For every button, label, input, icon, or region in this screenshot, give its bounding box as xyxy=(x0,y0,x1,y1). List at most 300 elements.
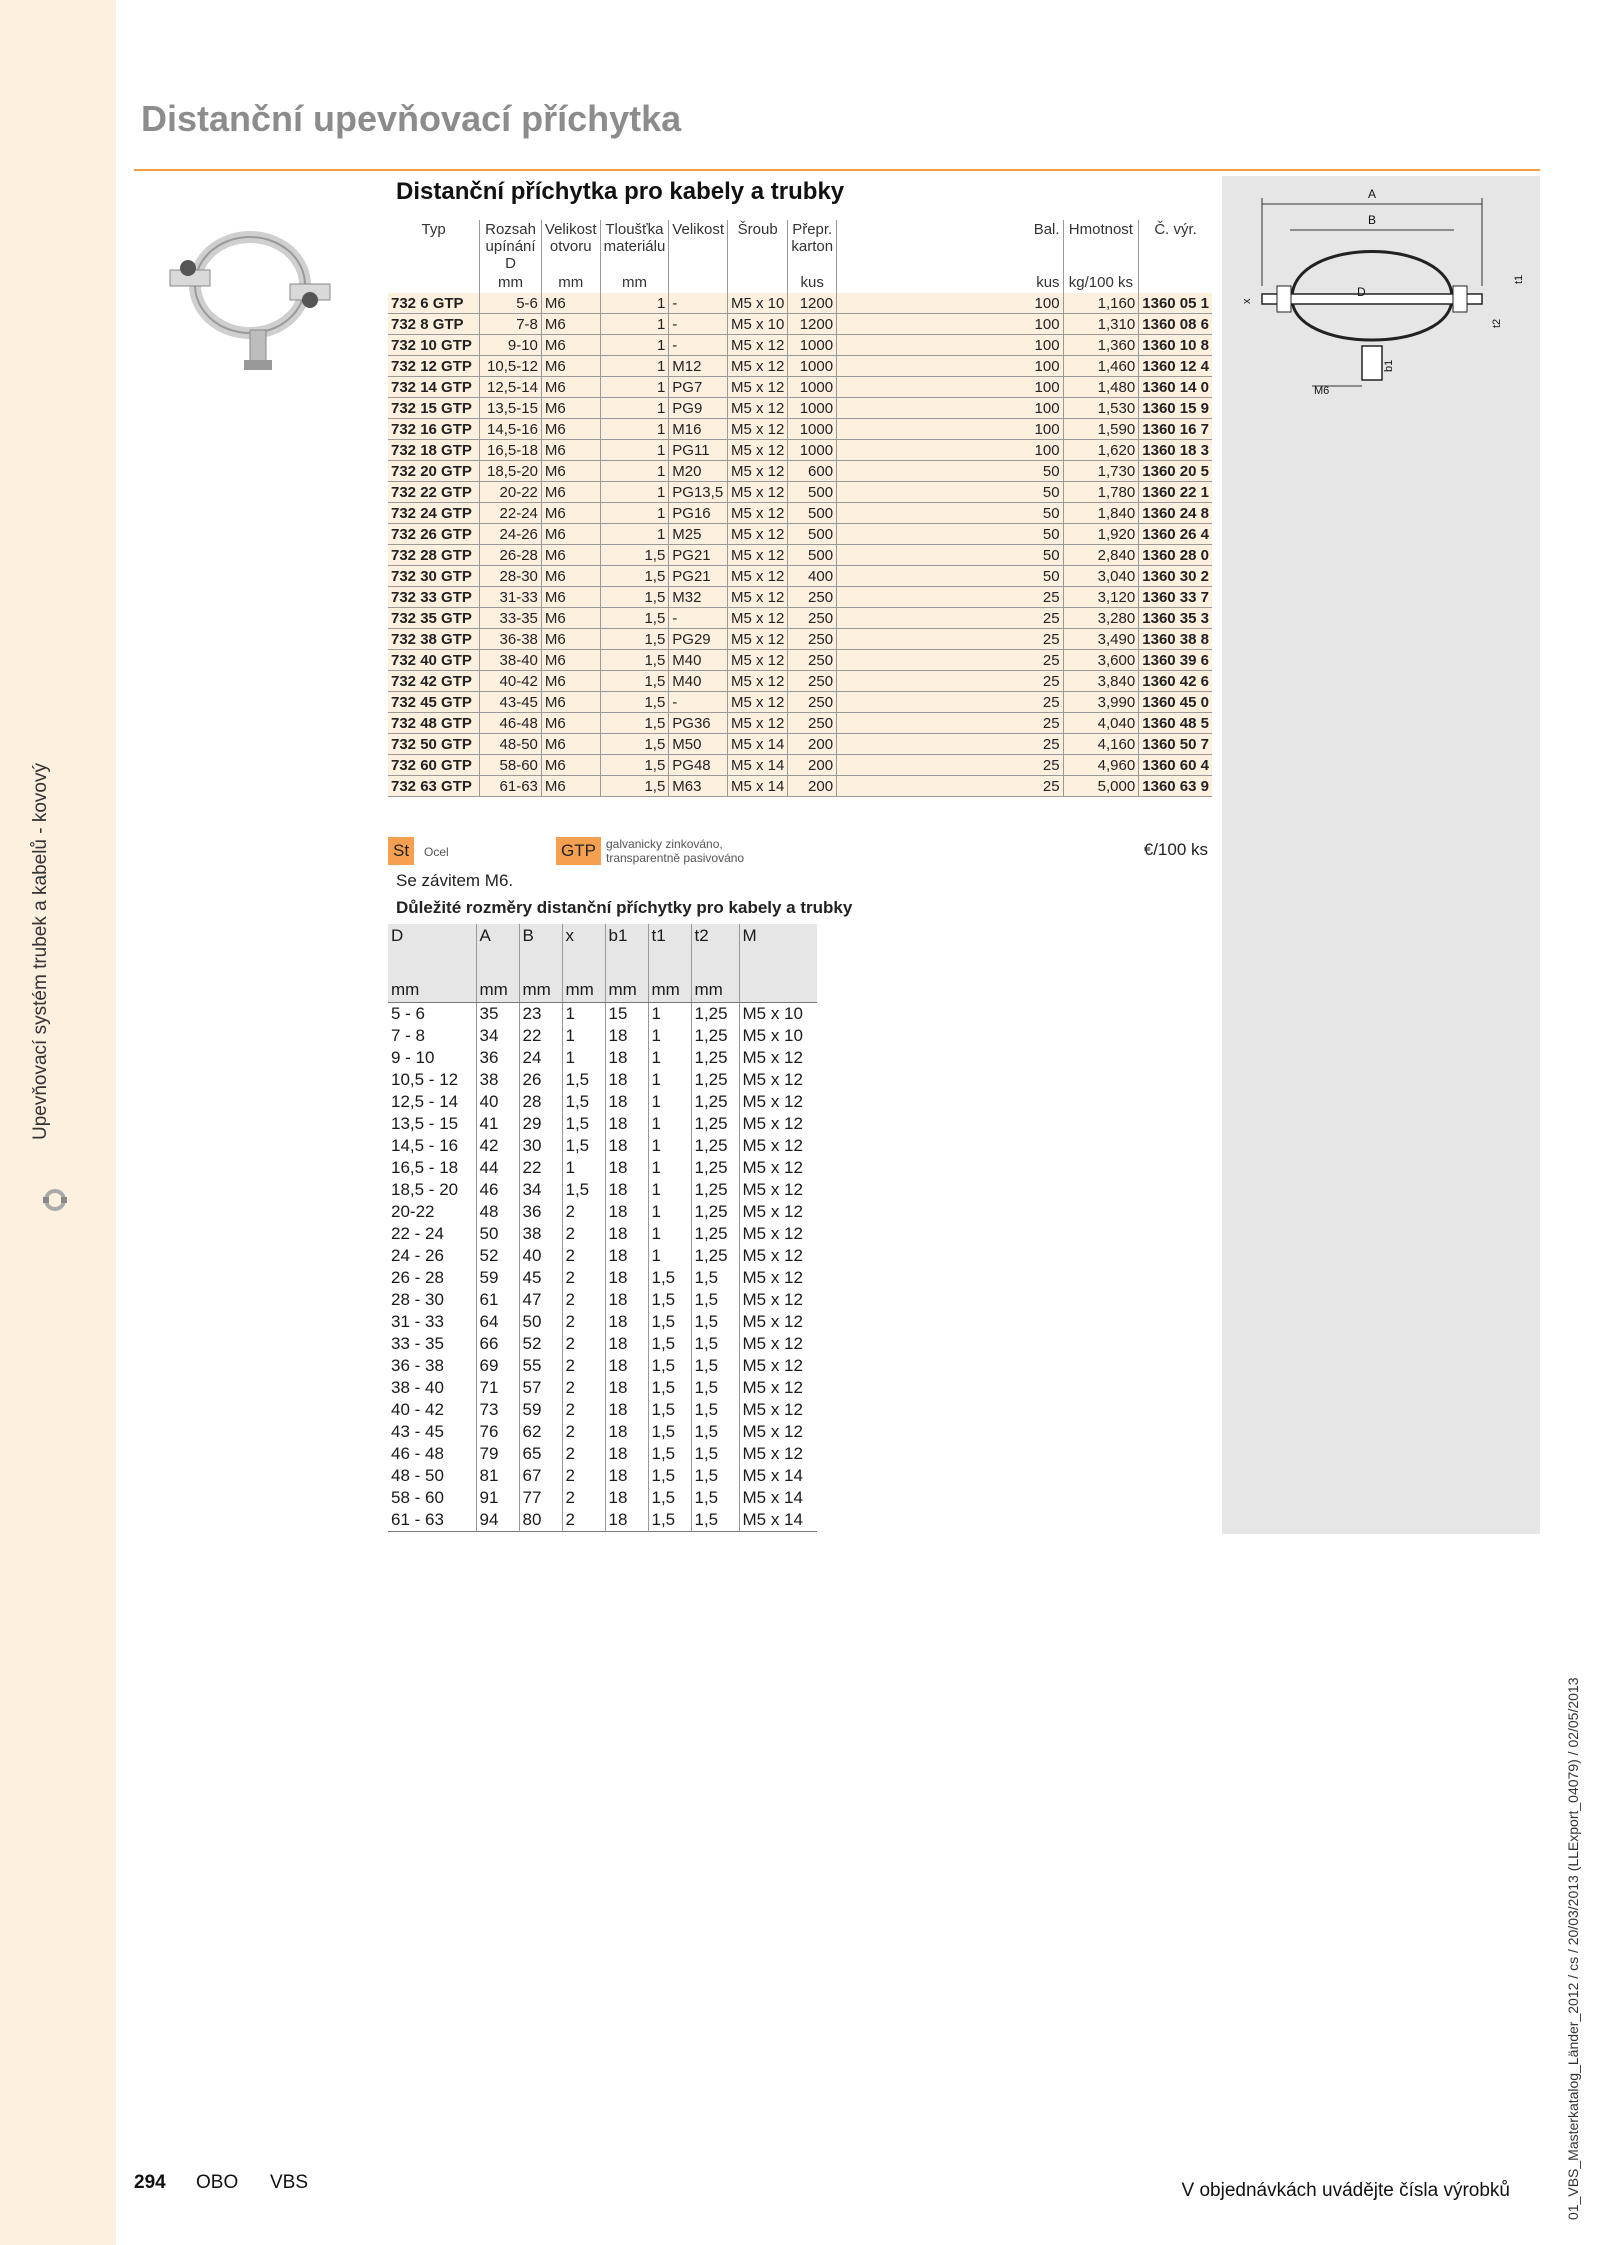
dimension-cell: 1,5 xyxy=(691,1465,739,1487)
table-cell: 732 12 GTP xyxy=(388,356,480,377)
table-cell: 20-22 xyxy=(480,482,542,503)
table-cell: 31-33 xyxy=(480,587,542,608)
table-row xyxy=(388,503,1212,524)
table-cell: M6 xyxy=(541,524,600,545)
table-cell: 250 xyxy=(788,587,837,608)
table-cell: 1360 33 7 xyxy=(1139,587,1212,608)
dimension-cell: 1,25 xyxy=(691,1245,739,1267)
dimension-cell: 1 xyxy=(648,1223,691,1245)
dimension-row xyxy=(388,1201,817,1223)
dimension-unit: mm xyxy=(388,978,476,1003)
table-cell: 1360 18 3 xyxy=(1139,440,1212,461)
dimension-cell: 1 xyxy=(648,1069,691,1091)
dimension-row xyxy=(388,1289,817,1311)
table-cell: 18,5-20 xyxy=(480,461,542,482)
dimension-cell: 1,5 xyxy=(691,1399,739,1421)
table-cell: M6 xyxy=(541,629,600,650)
dimension-header: b1 xyxy=(605,924,648,978)
dimension-cell: M5 x 14 xyxy=(742,1466,803,1485)
dimension-cell: 18 xyxy=(605,1289,648,1311)
table-cell: 1360 35 3 xyxy=(1139,608,1212,629)
table-row xyxy=(388,545,1212,566)
table-cell: 1,5 xyxy=(600,650,669,671)
table-cell: 1 xyxy=(600,440,669,461)
dimension-cell: 18 xyxy=(605,1223,648,1245)
dimension-unit: mm xyxy=(519,978,562,1003)
dimension-cell: 15 xyxy=(605,1003,648,1026)
dimension-row xyxy=(388,1047,817,1069)
dimension-row xyxy=(388,1355,817,1377)
table-cell: - xyxy=(669,293,728,314)
table-cell: 3,600 xyxy=(1063,650,1139,671)
table-cell: 1 xyxy=(600,482,669,503)
table-cell: M6 xyxy=(541,566,600,587)
table-row xyxy=(388,419,1212,440)
table-cell: 500 xyxy=(788,482,837,503)
dimension-cell: 1 xyxy=(562,1003,605,1026)
dimension-cell: 58 - 60 xyxy=(388,1487,476,1509)
table-cell: 16,5-18 xyxy=(480,440,542,461)
table-cell: 732 16 GTP xyxy=(388,419,480,440)
table-cell: 26-28 xyxy=(480,545,542,566)
table-cell: 100 xyxy=(837,377,1063,398)
dimension-cell: 45 xyxy=(519,1267,562,1289)
thread-note: Se závitem M6. xyxy=(396,871,514,890)
table-cell: 732 35 GTP xyxy=(388,608,480,629)
dimension-cell: 34 xyxy=(519,1179,562,1201)
dimension-cell: 38 xyxy=(519,1223,562,1245)
diagram-label-m6: M6 xyxy=(1314,385,1330,397)
dimension-cell: 1,5 xyxy=(691,1289,739,1311)
table-cell: 732 42 GTP xyxy=(388,671,480,692)
price-unit: €/100 ks xyxy=(1143,840,1208,859)
dimension-cell: 1,25 xyxy=(691,1135,739,1157)
table-cell: 500 xyxy=(788,545,837,566)
table-cell: M6 xyxy=(541,650,600,671)
table-cell: PG16 xyxy=(669,503,728,524)
material-text: Ocel xyxy=(424,845,449,859)
table-cell: 61-63 xyxy=(480,776,542,797)
table-cell: M5 x 12 xyxy=(728,608,788,629)
table-cell: M6 xyxy=(541,461,600,482)
legend xyxy=(388,837,1212,867)
table-cell: 3,040 xyxy=(1063,566,1139,587)
dimension-cell: 18 xyxy=(605,1069,648,1091)
dimension-cell: 2 xyxy=(562,1355,605,1377)
column-header: Typ xyxy=(388,220,480,273)
dimension-cell: 34 xyxy=(476,1025,519,1047)
dimension-cell: 1,5 xyxy=(648,1311,691,1333)
dimension-cell: 20-22 xyxy=(388,1201,476,1223)
table-cell: M32 xyxy=(669,587,728,608)
dimension-cell: 1,25 xyxy=(691,1113,739,1135)
table-cell: 1360 22 1 xyxy=(1139,482,1212,503)
dimension-cell: 18 xyxy=(605,1113,648,1135)
dimension-cell: 80 xyxy=(519,1509,562,1532)
dimension-cell: 43 - 45 xyxy=(388,1421,476,1443)
dimension-header: t2 xyxy=(691,924,739,978)
table-cell: 1360 12 4 xyxy=(1139,356,1212,377)
dimension-cell: 2 xyxy=(562,1223,605,1245)
dimension-row xyxy=(388,1421,817,1443)
table-cell: 732 26 GTP xyxy=(388,524,480,545)
table-cell: 25 xyxy=(837,629,1063,650)
dimension-cell: 1,25 xyxy=(691,1047,739,1069)
table-cell: 1 xyxy=(600,398,669,419)
dimension-cell: 47 xyxy=(519,1289,562,1311)
table-row xyxy=(388,461,1212,482)
table-row xyxy=(388,734,1212,755)
dimension-cell: 1,5 xyxy=(691,1443,739,1465)
table-cell: 1,5 xyxy=(600,608,669,629)
dimension-cell: 71 xyxy=(476,1377,519,1399)
dimension-cell: 28 - 30 xyxy=(388,1289,476,1311)
surface-text-2: transparentně pasivováno xyxy=(606,851,745,865)
column-header: Tloušťka materiálu xyxy=(600,220,669,273)
table-cell: 1360 05 1 xyxy=(1139,293,1212,314)
dimension-cell: 67 xyxy=(519,1465,562,1487)
diagram-label-t2: t2 xyxy=(1491,318,1503,328)
dimension-cell: 50 xyxy=(476,1223,519,1245)
column-header: Přepr. karton xyxy=(788,220,837,273)
product-table xyxy=(388,220,1212,797)
dimension-cell: 18,5 - 20 xyxy=(388,1179,476,1201)
dimension-unit: mm xyxy=(648,978,691,1003)
dimension-cell: 1,5 xyxy=(648,1509,691,1532)
dimension-cell: 2 xyxy=(562,1201,605,1223)
table-cell: 100 xyxy=(837,419,1063,440)
table-cell: 1,530 xyxy=(1063,398,1139,419)
dimension-cell: 44 xyxy=(476,1157,519,1179)
table-cell: 33-35 xyxy=(480,608,542,629)
dimension-cell: 1,5 xyxy=(691,1509,739,1532)
table-cell: M5 x 12 xyxy=(728,524,788,545)
table-cell: 200 xyxy=(788,755,837,776)
dimension-cell: M5 x 12 xyxy=(742,1158,803,1177)
table-cell: 1 xyxy=(600,335,669,356)
dimension-cell: 9 - 10 xyxy=(388,1047,476,1069)
table-cell: 732 30 GTP xyxy=(388,566,480,587)
table-cell: 1360 30 2 xyxy=(1139,566,1212,587)
dimension-cell: M5 x 12 xyxy=(742,1136,803,1155)
dimension-cell: 50 xyxy=(519,1311,562,1333)
dimension-cell: 26 xyxy=(519,1069,562,1091)
dimension-cell: 18 xyxy=(605,1377,648,1399)
column-unit xyxy=(669,273,728,293)
table-row xyxy=(388,293,1212,314)
table-cell: 1,920 xyxy=(1063,524,1139,545)
table-cell: M6 xyxy=(541,398,600,419)
column-header: Bal. xyxy=(837,220,1063,273)
table-cell: M5 x 12 xyxy=(728,482,788,503)
dimension-row xyxy=(388,1509,817,1532)
table-cell: 732 22 GTP xyxy=(388,482,480,503)
dimension-cell: 16,5 - 18 xyxy=(388,1157,476,1179)
table-cell: 1360 14 0 xyxy=(1139,377,1212,398)
dimension-cell: M5 x 12 xyxy=(742,1246,803,1265)
table-cell: M6 xyxy=(541,734,600,755)
product-table-body xyxy=(388,293,1212,797)
column-unit xyxy=(1139,273,1212,293)
table-cell: 500 xyxy=(788,524,837,545)
dimension-cell: M5 x 12 xyxy=(742,1290,803,1309)
dimension-cell: 35 xyxy=(476,1003,519,1026)
dimension-row xyxy=(388,1025,817,1047)
table-cell: 50 xyxy=(837,524,1063,545)
table-cell: 732 20 GTP xyxy=(388,461,480,482)
table-cell: 25 xyxy=(837,755,1063,776)
table-cell: PG29 xyxy=(669,629,728,650)
table-cell: M5 x 14 xyxy=(728,776,788,797)
dimension-cell: 48 xyxy=(476,1201,519,1223)
table-cell: 500 xyxy=(788,503,837,524)
column-unit: mm xyxy=(541,273,600,293)
table-row xyxy=(388,587,1212,608)
dimension-cell: 64 xyxy=(476,1311,519,1333)
dimension-cell: 1,5 xyxy=(691,1267,739,1289)
table-cell: 1360 28 0 xyxy=(1139,545,1212,566)
dimension-cell: 1,25 xyxy=(691,1003,739,1026)
table-cell: M25 xyxy=(669,524,728,545)
dimension-cell: 1,5 xyxy=(648,1377,691,1399)
table-cell: 5-6 xyxy=(480,293,542,314)
section-title: Distanční příchytka pro kabely a trubky xyxy=(396,178,845,205)
dimension-cell: 66 xyxy=(476,1333,519,1355)
table-cell: 732 63 GTP xyxy=(388,776,480,797)
dimension-cell: 22 xyxy=(519,1025,562,1047)
table-cell: 732 50 GTP xyxy=(388,734,480,755)
dimension-cell: 1 xyxy=(648,1201,691,1223)
dimension-row xyxy=(388,1311,817,1333)
dimension-cell: 22 - 24 xyxy=(388,1223,476,1245)
table-cell: 24-26 xyxy=(480,524,542,545)
table-cell: M5 x 12 xyxy=(728,503,788,524)
dimension-unit: mm xyxy=(605,978,648,1003)
dimension-unit xyxy=(739,978,817,1003)
dimension-cell: 7 - 8 xyxy=(388,1025,476,1047)
dimension-cell: 1,5 xyxy=(648,1465,691,1487)
table-row xyxy=(388,629,1212,650)
dimension-cell: M5 x 12 xyxy=(742,1180,803,1199)
dimension-cell: 1,5 xyxy=(648,1487,691,1509)
sidebar-vertical-label: Upevňovací systém trubek a kabelů - kovový xyxy=(30,762,51,1140)
dimension-row xyxy=(388,1223,817,1245)
table-cell: 43-45 xyxy=(480,692,542,713)
dimension-cell: M5 x 12 xyxy=(742,1268,803,1287)
dimension-cell: 1,5 xyxy=(562,1113,605,1135)
page-number: 294 xyxy=(134,2172,166,2193)
dimension-cell: M5 x 12 xyxy=(742,1422,803,1441)
table-cell: M6 xyxy=(541,293,600,314)
table-cell: 100 xyxy=(837,356,1063,377)
table-row xyxy=(388,314,1212,335)
table-cell: 22-24 xyxy=(480,503,542,524)
dimension-row xyxy=(388,1443,817,1465)
dimension-cell: 2 xyxy=(562,1399,605,1421)
table-cell: M6 xyxy=(541,482,600,503)
table-cell: 732 60 GTP xyxy=(388,755,480,776)
dimension-cell: M5 x 12 xyxy=(742,1070,803,1089)
table-cell: 1,480 xyxy=(1063,377,1139,398)
table-cell: 100 xyxy=(837,398,1063,419)
table-cell: M50 xyxy=(669,734,728,755)
column-unit: kus xyxy=(837,273,1063,293)
dimension-cell: 2 xyxy=(562,1289,605,1311)
table-cell: M5 x 12 xyxy=(728,461,788,482)
dimension-cell: 1,25 xyxy=(691,1091,739,1113)
dimension-cell: 2 xyxy=(562,1443,605,1465)
table-cell: M5 x 12 xyxy=(728,398,788,419)
dimension-cell: 2 xyxy=(562,1377,605,1399)
dimension-cell: 2 xyxy=(562,1267,605,1289)
dimension-cell: 23 xyxy=(519,1003,562,1026)
table-cell: 732 10 GTP xyxy=(388,335,480,356)
diagram-label-a: A xyxy=(1367,187,1377,201)
dimension-cell: 62 xyxy=(519,1421,562,1443)
table-cell: 250 xyxy=(788,608,837,629)
clip-icon xyxy=(40,1185,70,1215)
table-cell: 50 xyxy=(837,566,1063,587)
dimension-cell: 1,5 xyxy=(691,1355,739,1377)
dimension-cell: 1,25 xyxy=(691,1179,739,1201)
dimension-cell: 18 xyxy=(605,1091,648,1113)
table-cell: 100 xyxy=(837,293,1063,314)
table-cell: 1,730 xyxy=(1063,461,1139,482)
dimension-row xyxy=(388,1003,817,1026)
dimension-cell: 33 - 35 xyxy=(388,1333,476,1355)
dimension-cell: 13,5 - 15 xyxy=(388,1113,476,1135)
dimension-cell: 1,25 xyxy=(691,1025,739,1047)
table-cell: M40 xyxy=(669,671,728,692)
table-cell: M6 xyxy=(541,671,600,692)
dimension-cell: 28 xyxy=(519,1091,562,1113)
table-cell: M6 xyxy=(541,608,600,629)
table-cell: 100 xyxy=(837,314,1063,335)
dimension-cell: M5 x 12 xyxy=(742,1400,803,1419)
dimension-row xyxy=(388,1135,817,1157)
dimension-cell: 1 xyxy=(562,1025,605,1047)
table-cell: 5,000 xyxy=(1063,776,1139,797)
table-cell: M5 x 12 xyxy=(728,671,788,692)
table-cell: 732 28 GTP xyxy=(388,545,480,566)
dimension-cell: 18 xyxy=(605,1465,648,1487)
table-cell: 732 40 GTP xyxy=(388,650,480,671)
table-cell: 25 xyxy=(837,692,1063,713)
dimension-cell: 1 xyxy=(648,1135,691,1157)
column-header: Šroub xyxy=(728,220,788,273)
table-cell: 1360 50 7 xyxy=(1139,734,1212,755)
table-cell: 100 xyxy=(837,335,1063,356)
table-cell: 25 xyxy=(837,671,1063,692)
dimension-cell: 1,5 xyxy=(648,1289,691,1311)
table-cell: 250 xyxy=(788,671,837,692)
dimension-cell: 2 xyxy=(562,1465,605,1487)
table-cell: 10,5-12 xyxy=(480,356,542,377)
table-cell: 25 xyxy=(837,650,1063,671)
dimension-cell: 46 - 48 xyxy=(388,1443,476,1465)
table-cell: 3,280 xyxy=(1063,608,1139,629)
dimension-cell: 26 - 28 xyxy=(388,1267,476,1289)
table-cell: 1,5 xyxy=(600,713,669,734)
table-cell: 4,160 xyxy=(1063,734,1139,755)
table-cell: 4,960 xyxy=(1063,755,1139,776)
dimension-cell: 69 xyxy=(476,1355,519,1377)
table-cell: M5 x 12 xyxy=(728,566,788,587)
table-cell: 1,5 xyxy=(600,692,669,713)
table-cell: 3,990 xyxy=(1063,692,1139,713)
table-cell: 46-48 xyxy=(480,713,542,734)
dimension-cell: 36 xyxy=(519,1201,562,1223)
dimension-cell: 2 xyxy=(562,1509,605,1532)
dimension-cell: 1,5 xyxy=(562,1091,605,1113)
table-row xyxy=(388,608,1212,629)
dimension-cell: 10,5 - 12 xyxy=(388,1069,476,1091)
table-cell: PG7 xyxy=(669,377,728,398)
table-cell: PG11 xyxy=(669,440,728,461)
table-cell: 3,490 xyxy=(1063,629,1139,650)
table-cell: 250 xyxy=(788,650,837,671)
table-cell: M6 xyxy=(541,713,600,734)
table-cell: PG9 xyxy=(669,398,728,419)
dimension-cell: 1,5 xyxy=(562,1179,605,1201)
dimension-row xyxy=(388,1113,817,1135)
dimension-cell: 18 xyxy=(605,1509,648,1532)
dimension-cell: 61 xyxy=(476,1289,519,1311)
material-badge: St xyxy=(388,837,414,865)
dimension-cell: 1,5 xyxy=(691,1333,739,1355)
dimension-cell: 81 xyxy=(476,1465,519,1487)
dimension-cell: 1,25 xyxy=(691,1201,739,1223)
table-cell: 1000 xyxy=(788,440,837,461)
table-row xyxy=(388,671,1212,692)
table-cell: M6 xyxy=(541,545,600,566)
table-cell: 1000 xyxy=(788,335,837,356)
sidebar xyxy=(0,0,116,2245)
dimension-cell: 38 - 40 xyxy=(388,1377,476,1399)
dimension-cell: 40 xyxy=(519,1245,562,1267)
table-cell: 1000 xyxy=(788,398,837,419)
dimension-row xyxy=(388,1091,817,1113)
table-cell: 1360 39 6 xyxy=(1139,650,1212,671)
table-cell: 1,5 xyxy=(600,587,669,608)
dimension-cell: 1 xyxy=(648,1157,691,1179)
table-cell: 1 xyxy=(600,314,669,335)
table-cell: 1360 26 4 xyxy=(1139,524,1212,545)
table-cell: M5 x 12 xyxy=(728,692,788,713)
table-cell: 3,840 xyxy=(1063,671,1139,692)
dimension-row xyxy=(388,1267,817,1289)
table-cell: 1 xyxy=(600,461,669,482)
table-cell: 1,460 xyxy=(1063,356,1139,377)
table-cell: 400 xyxy=(788,566,837,587)
dimension-cell: 1,5 xyxy=(648,1421,691,1443)
table-cell: M5 x 12 xyxy=(728,440,788,461)
table-cell: 7-8 xyxy=(480,314,542,335)
dimension-cell: 55 xyxy=(519,1355,562,1377)
dimension-cell: 48 - 50 xyxy=(388,1465,476,1487)
dimension-cell: 1 xyxy=(648,1003,691,1026)
dimension-cell: 18 xyxy=(605,1157,648,1179)
table-cell: 250 xyxy=(788,629,837,650)
table-cell: 1360 38 8 xyxy=(1139,629,1212,650)
dimension-cell: 22 xyxy=(519,1157,562,1179)
dimension-cell: 40 xyxy=(476,1091,519,1113)
dimension-cell: 18 xyxy=(605,1333,648,1355)
table-cell: M6 xyxy=(541,335,600,356)
dimension-cell: M5 x 14 xyxy=(742,1488,803,1507)
dimension-cell: 18 xyxy=(605,1421,648,1443)
dimension-cell: 18 xyxy=(605,1399,648,1421)
